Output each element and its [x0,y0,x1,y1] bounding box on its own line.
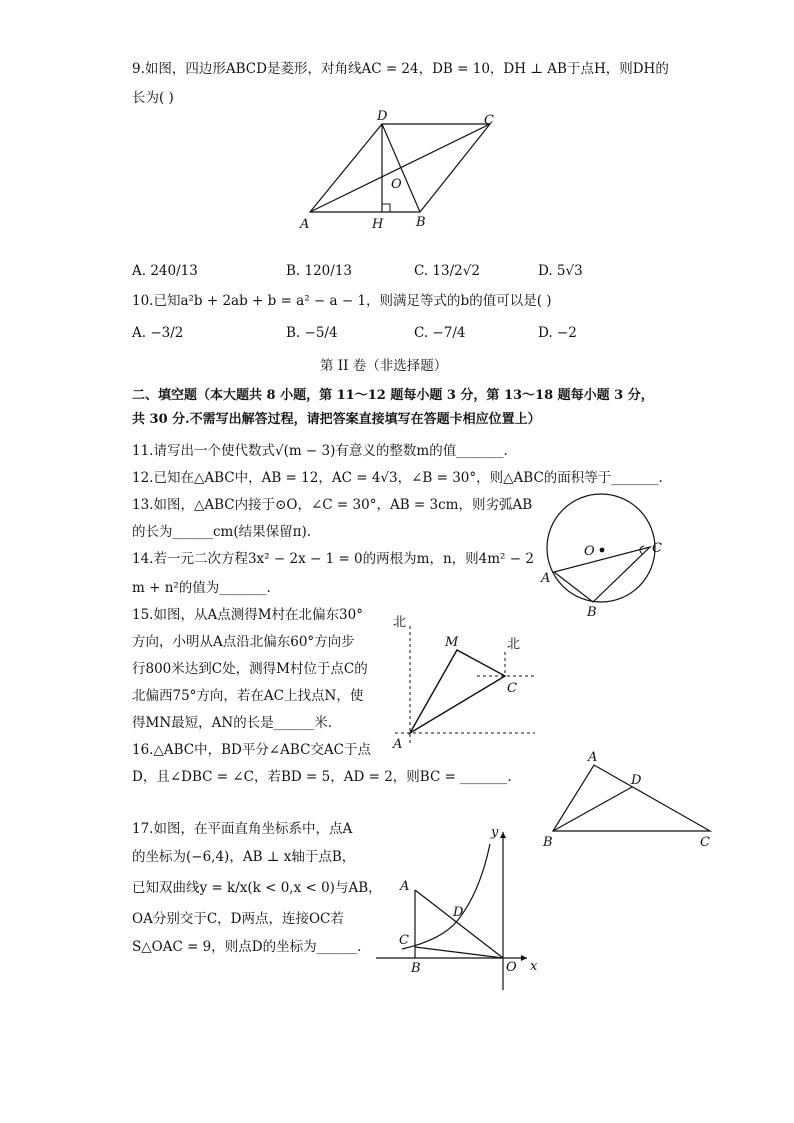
q15-line2: 方向，小明从A点沿北偏东60°方向步 [132,634,355,650]
q9-option-a: A. 240/13 [132,263,198,279]
q10-option-c: C. −7/4 [414,325,466,341]
q16-label-b: B [543,835,553,850]
q13-label-b: B [587,605,597,620]
q11-text: 11.请写出一个使代数式√(m − 3)有意义的整数m的值_______. [132,443,508,459]
q16-label-d: D [631,773,642,788]
q17-label-b: B [411,961,421,976]
q17-line2: 的坐标为(−6,4)，AB ⊥ x轴于点B， [132,849,356,865]
q17-label-d: D [453,905,464,920]
q17-line5: S△OAC = 9，则点D的坐标为______. [132,939,362,955]
q17-coordinate-figure [372,822,547,992]
q17-label-c: C [399,933,409,948]
q9-option-c: C. 13/2√2 [414,263,480,279]
q17-label-x: x [530,959,538,974]
q10-option-a: A. −3/2 [132,325,184,341]
q16-line1: 16.△ABC中，BD平分∠ABC交AC于点 [132,742,371,758]
q13-label-o: O [584,544,595,559]
q10-option-b: B. −5/4 [286,325,338,341]
q9-label-d: D [377,109,388,124]
q15-label-m: M [445,635,459,650]
q15-line4: 北偏西75°方向，若在AC上找点N，使 [132,688,364,704]
q10-option-d: D. −2 [538,325,577,341]
q9-option-d: D. 5√3 [538,263,583,279]
q17-label-a: A [400,879,410,894]
q9-line2: 长为( ) [132,90,174,106]
q9-label-a: A [300,217,310,232]
q10-line1: 10.已知a²b + 2ab + b = a² − a − 1，则满足等式的b的值可以是( ) [132,293,552,309]
q15-label-c: C [507,681,517,696]
q17-line3: 已知双曲线y = k/x(k < 0,x < 0)与AB， [132,880,382,896]
q15-direction-figure [385,612,545,752]
q9-label-h: H [372,217,384,232]
q9-label-o: O [391,177,402,192]
q13-label-a: A [541,571,551,586]
section2-line2: 共 30 分.不需写出解答过程，请把答案直接填写在答题卡相应位置上） [132,412,541,427]
q15-line5: 得MN最短，AN的长是______米. [132,715,332,731]
q15-line3: 行800米达到C处，测得M村位于点C的 [132,661,368,677]
part2-title: 第 II 卷（非选择题） [320,358,448,374]
q13-circle-figure [536,488,676,618]
q13-line2: 的长为______cm(结果保留π). [132,524,312,540]
q15-label-north1: 北 [393,615,407,630]
q17-line1: 17.如图，在平面直角坐标系中，点A [132,821,353,837]
q15-line1: 15.如图，从A点测得M村在北偏东30° [132,607,363,623]
q9-option-b: B. 120/13 [286,263,352,279]
q9-label-c: C [484,113,494,128]
q9-rhombus-figure [290,110,510,235]
q16-label-a: A [588,750,598,765]
q16-label-c: C [700,835,710,850]
q12-text: 12.已知在△ABC中，AB = 12，AC = 4√3，∠B = 30°，则△ABC的面积等于_______. [132,470,663,486]
q13-label-c: C [652,541,662,556]
section2-line1: 二、填空题（本大题共 8 小题，第 11～12 题每小题 3 分，第 13～18 题每小题 3 分， [132,388,654,403]
q14-line1: 14.若一元二次方程3x² − 2x − 1 = 0的两根为m，n，则4m² − 2 [132,551,534,567]
q13-line1: 13.如图，△ABC内接于⊙O，∠C = 30°，AB = 3cm，则劣弧AB [132,497,533,513]
q15-label-a: A [393,737,403,752]
q17-line4: OA分别交于C，D两点，连接OC若 [132,911,344,927]
q17-label-o: O [506,960,517,975]
q16-line2: D，且∠DBC = ∠C，若BD = 5，AD = 2，则BC = _______. [132,769,512,785]
q9-line1: 9.如图，四边形ABCD是菱形，对角线AC = 24，DB = 10，DH ⊥ AB于点H，则DH的 [132,61,669,77]
q9-label-b: B [416,215,426,230]
q16-triangle-figure [540,750,720,850]
q14-line2: m + n²的值为_______. [132,580,271,596]
q15-label-north2: 北 [507,637,521,652]
q17-label-y: y [491,825,499,840]
